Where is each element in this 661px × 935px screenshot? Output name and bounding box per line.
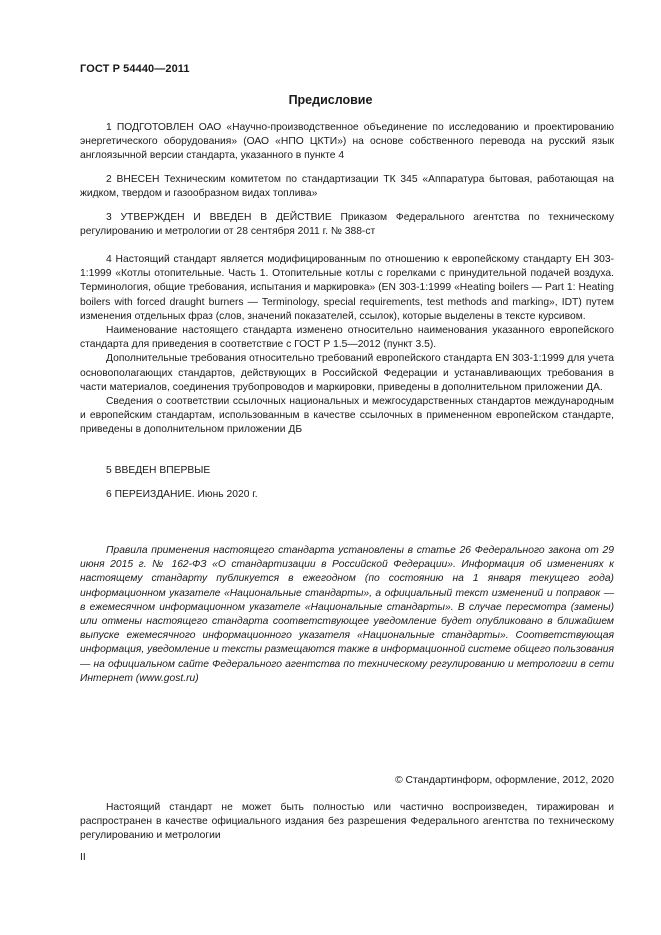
rules-note-block [80,544,614,686]
preface-item-4-additional-requirements: Дополнительные требования относительно требований европейского стандарта EN 303-1:1999 для учета основополагающих стандартов, действующих в Российской Федерации и устанавливающих требования в части материалов, соединения трубопроводов и маркировки, приведены в дополнительном приложении ДА. [80,353,614,393]
preface-item-6-block [80,488,614,502]
preface-item-4-block [80,253,614,438]
copyright-line: © Стандартинформ, оформление, 2012, 2020 [395,775,614,786]
preface-item-5: 5 ВВЕДЕН ВПЕРВЫЕ [106,465,211,476]
standard-code-header: ГОСТ Р 54440—2011 [80,63,190,75]
preface-item-4: 4 Настоящий стандарт является модифицированным по отношению к европейскому стандарту ЕН 303-1:1999 «Котлы отопительные. Часть 1. Отопительные котлы с горелками с принудительной подачей воздуха. Терминология, общие требования, испытания и маркировка» (EN 303-1:1999 «Heating boilers — Part 1: Heating boilers with forced draught burners — Terminology, special requirements, test methods and marking», IDT) путем изменения отдельных фраз (слов, значений показателей, ссылок), которые выделены в тексте курсивом. [80,254,614,322]
preface-item-3-block [80,211,614,239]
reproduction-notice-block [80,801,614,844]
preface-item-1-block [80,121,614,164]
preface-item-4-name-change: Наименование настоящего стандарта изменено относительно наименования указанного европейского стандарта для приведения в соответствие с ГОСТ Р 1.5—2012 (пункт 3.5). [80,325,614,351]
reproduction-notice: Настоящий стандарт не может быть полностью или частично воспроизведен, тиражирован и распространен в качестве официального издания без разрешения Федерального агентства по техническому регулированию и метрологии [80,802,614,842]
preface-item-2-block [80,173,614,201]
page-number: II [80,852,86,863]
preface-item-6: 6 ПЕРЕИЗДАНИЕ. Июнь 2020 г. [106,489,258,500]
rules-note: Правила применения настоящего стандарта установлены в статье 26 Федерального закона от 29 июня 2015 г. № 162-ФЗ «О стандартизации в Российской Федерации». Информация об изменениях к настоящему стандарту публикуется в ежегодном (по состоянию на 1 января текущего года) информационном указателе «Национальные стандарты», а официальный текст изменений и поправок — в ежемесячном информационном указателе «Национальные стандарты». В случае пересмотра (замены) или отмены настоящего стандарта соответствующее уведомление будет опубликовано в ближайшем выпуске ежемесячного информационного указателя «Национальные стандарты». Соответствующая информация, уведомление и тексты размещаются также в информационной системе общего пользования — на официальном сайте Федерального агентства по техническому регулированию и метрологии в сети Интернет (www.gost.ru) [80,545,614,684]
preface-item-1: 1 ПОДГОТОВЛЕН ОАО «Научно-производственное объединение по исследованию и проектированию энергетического оборудования» (ОАО «НПО ЦКТИ») на основе собственного перевода на русский язык англоязычной версии стандарта, указанного в пункте 4 [80,122,614,162]
preface-item-4-references: Сведения о соответствии ссылочных национальных и межгосударственных стандартов международным и европейским стандартам, использованным в качестве ссылочных в примененном европейском стандарте, приведены в дополнительном приложении ДБ [80,396,614,436]
preface-item-3: 3 УТВЕРЖДЕН И ВВЕДЕН В ДЕЙСТВИЕ Приказом Федерального агентства по техническому регулированию и метрологии от 28 сентября 2011 г. № 388-ст [80,212,614,238]
preface-item-5-block [80,464,614,478]
preface-item-2: 2 ВНЕСЕН Техническим комитетом по стандартизации ТК 345 «Аппаратура бытовая, работающая на жидком, твердом и газообразном видах топлива» [80,174,614,200]
page-title: Предисловие [288,93,373,107]
